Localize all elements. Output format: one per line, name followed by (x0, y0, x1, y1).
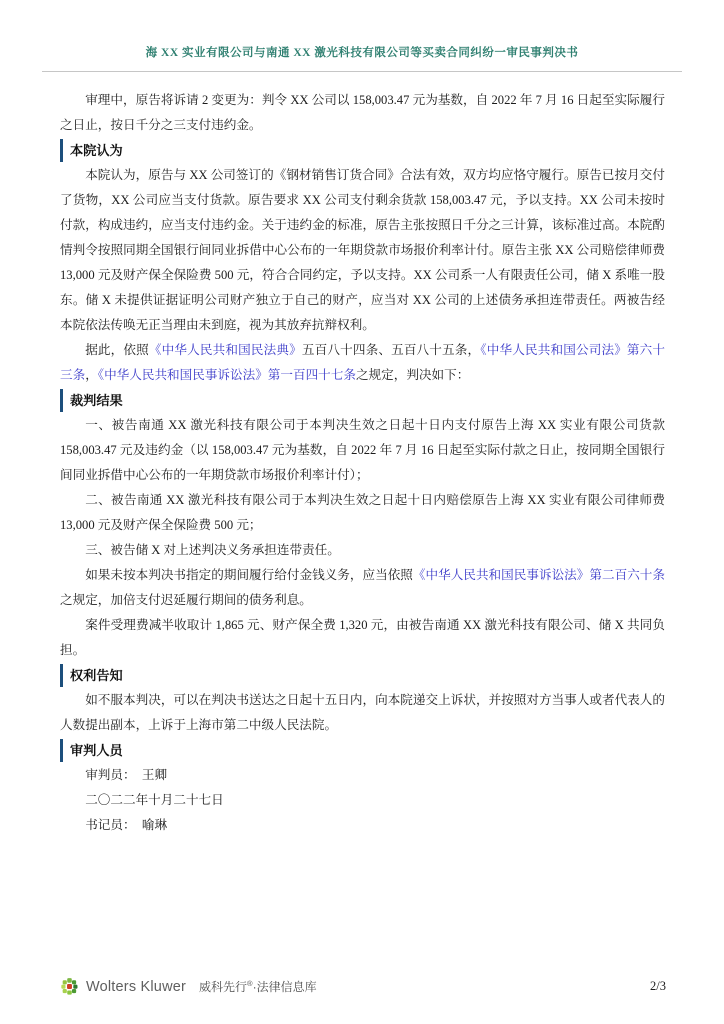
legal-basis-text: 五百八十四条、五百八十五条， (301, 343, 481, 357)
product-name-label (199, 978, 317, 995)
judgment-item-3: 三、被告储 X 对上述判决义务承担连带责任。 (85, 543, 340, 557)
legal-basis-text: 之规定，判决如下： (355, 368, 470, 382)
intro-paragraph: 审理中，原告将诉请 2 变更为：判令 XX 公司以 158,003.47 元为基数，自 2022 年 7 月 16 日起至实际履行之日止，按日千分之三支付违约金。 (60, 93, 665, 132)
rights-notice-paragraph: 如不服本判决，可以在判决书送达之日起十五日内，向本院递交上诉状，并按照对方当事人或者代表人的人数提出副本，上诉于上海市第二中级人民法院。 (60, 693, 665, 732)
judgment-date-line: 二〇二二年十月二十七日 (85, 793, 224, 807)
court-opinion-paragraph: 本院认为，原告与 XX 公司签订的《钢材销售订货合同》合法有效，双方均应恪守履行。原告已按月交付了货物，XX 公司应当支付货款。原告要求 XX 公司支付剩余货款 158,003.47 元，予以支持。XX 公司未按时付款，构成违约，应当支付违约金。关于违约金的标准，原告主张按照日千分之三计算，该标准过高。本院酌情判令按照同期全国银行间同业拆借中心公布的一年期贷款市场报价利率计付。原告主张 XX 公司赔偿律师费 13,000 元及财产保全保险费 500 元，符合合同约定，予以支持。XX 公司系一人有限责任公司，储 X 系唯一股东。储 X 未提供证据证明公司财产独立于自己的财产，应当对 XX 公司的上述债务承担连带责任。两被告经本院依法传唤无正当理由未到庭，视为其放弃抗辩权利。 (60, 168, 665, 332)
legal-basis-text: ， (85, 368, 98, 382)
law-link-civil-procedure-law-260[interactable]: 《中华人民共和国民事诉讼法》第二百六十条 (412, 568, 666, 582)
product-suffix: ·法律信息库 (252, 980, 317, 994)
page-number: 2/3 (650, 979, 666, 993)
section-heading-court-opinion: 本院认为 (60, 139, 665, 162)
title-divider (42, 71, 682, 72)
product-name: 威科先行 (199, 980, 248, 994)
judgment-item-1: 一、被告南通 XX 激光科技有限公司于本判决生效之日起十日内支付原告上海 XX 实业有限公司货款 158,003.47 元及违约金（以 158,003.47 元为基数，自 2022 年 7 月 16 日起至实际付款之日止，按同期全国银行间同业拆借中心公布的一年期贷款市场报价利率计付）； (60, 418, 665, 482)
registered-trademark-symbol: ® (247, 979, 253, 988)
court-fees-paragraph: 案件受理费减半收取计 1,865 元、财产保全费 1,320 元，由被告南通 XX 激光科技有限公司、储 X 共同负担。 (60, 618, 665, 657)
delayed-interest-text: 之规定，加倍支付迟延履行期间的债务利息。 (60, 593, 312, 607)
legal-basis-paragraph (60, 338, 665, 388)
legal-basis-text: 据此，依照 (85, 343, 149, 357)
section-heading-judicial-personnel: 审判人员 (60, 739, 665, 762)
wolters-kluwer-wordmark: Wolters Kluwer (86, 978, 187, 995)
section-heading-rights-notice: 权利告知 (60, 664, 665, 687)
document-title: 海 XX 实业有限公司与南通 XX 激光科技有限公司等买卖合同纠纷一审民事判决书 (145, 47, 579, 59)
delayed-interest-text: 如果未按本判决书指定的期间履行给付金钱义务，应当依照 (85, 568, 413, 582)
law-link-company-law[interactable]: 《中华人民共和国公司法》第六十三条 (60, 343, 666, 382)
clerk-name-line: 书记员： 喻琳 (85, 818, 168, 832)
section-heading-judgment-result: 裁判结果 (60, 389, 665, 412)
judgment-item-2: 二、被告南通 XX 激光科技有限公司于本判决生效之日起十日内赔偿原告上海 XX 实业有限公司律师费 13,000 元及财产保全保险费 500 元； (60, 493, 665, 532)
law-link-civil-code[interactable]: 《中华人民共和国民法典》 (148, 343, 302, 357)
law-link-civil-procedure-law[interactable]: 《中华人民共和国民事诉讼法》第一百四十七条 (97, 368, 356, 382)
page-footer (60, 977, 666, 996)
wolters-kluwer-logo-icon (60, 977, 79, 996)
delayed-interest-paragraph (60, 563, 665, 613)
judge-name-line: 审判员： 王卿 (85, 768, 168, 782)
document-body (60, 88, 665, 838)
